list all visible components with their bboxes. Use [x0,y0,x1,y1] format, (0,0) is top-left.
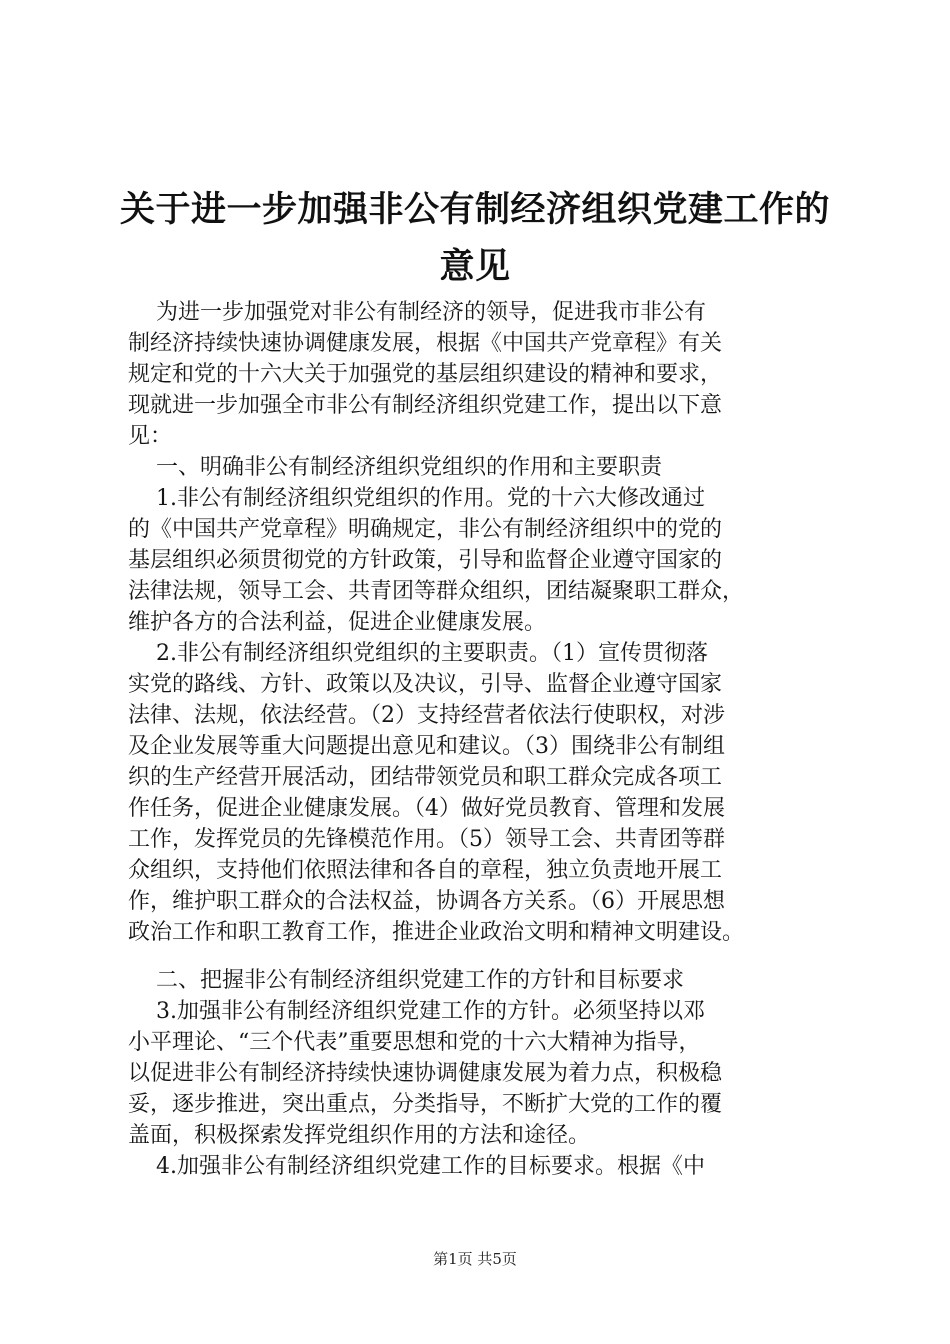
body-line: 及企业发展等重大问题提出意见和建议。（3）围绕非公有制组 [128,734,725,759]
body-line: 见： [128,424,173,449]
body-line: 的《中国共产党章程》明确规定，非公有制经济组织中的党的 [128,517,723,542]
page-footer: 第1页 共5页 [433,1250,517,1268]
body-line: 制经济持续快速协调健康发展，根据《中国共产党章程》有关 [128,331,723,356]
body-line: 小平理论、“三个代表”重要思想和党的十六大精神为指导， [128,1030,701,1055]
body-line: 现就进一步加强全市非公有制经济组织党建工作，提出以下意 [128,393,723,418]
body-line: 众组织，支持他们依照法律和各自的章程，独立负责地开展工 [128,858,723,883]
body-line: 盖面，积极探索发挥党组织作用的方法和途径。 [128,1123,591,1148]
body-line: 工作，发挥党员的先锋模范作用。（5）领导工会、共青团等群 [128,827,725,852]
body-line: 妥，逐步推进，突出重点，分类指导，不断扩大党的工作的覆 [128,1092,723,1117]
body-line: 法律法规，领导工会、共青团等群众组织，团结凝聚职工群众， [128,579,745,604]
body-line: 实党的路线、方针、政策以及决议，引导、监督企业遵守国家 [128,672,723,697]
body-line: 以促进非公有制经济持续快速协调健康发展为着力点，积极稳 [128,1061,723,1086]
body-line: 维护各方的合法利益，促进企业健康发展。 [128,610,547,635]
body-line: 作，维护职工群众的合法权益，协调各方关系。（6）开展思想 [128,889,725,914]
document-title-line-2: 意见 [439,247,511,287]
body-line: 2.非公有制经济组织党组织的主要职责。（1）宣传贯彻落 [128,641,708,666]
body-line: 1.非公有制经济组织党组织的作用。党的十六大修改通过 [128,486,705,511]
body-line: 二、把握非公有制经济组织党建工作的方针和目标要求 [128,968,684,993]
body-line: 政治工作和职工教育工作，推进企业政治文明和精神文明建设。 [128,920,745,945]
body-line: 为进一步加强党对非公有制经济的领导，促进我市非公有 [128,300,706,325]
body-line: 3.加强非公有制经济组织党建工作的方针。必须坚持以邓 [128,999,705,1024]
document-title-line-1: 关于进一步加强非公有制经济组织党建工作的 [119,190,830,230]
body-line: 规定和党的十六大关于加强党的基层组织建设的精神和要求， [128,362,723,387]
body-line: 法律、法规，依法经营。（2）支持经营者依法行使职权，对涉 [128,703,725,728]
body-line: 织的生产经营开展活动，团结带领党员和职工群众完成各项工 [128,765,723,790]
body-line: 4.加强非公有制经济组织党建工作的目标要求。根据《中 [128,1154,705,1179]
body-line: 作任务，促进企业健康发展。（4）做好党员教育、管理和发展 [128,796,725,821]
body-line: 一、明确非公有制经济组织党组织的作用和主要职责 [128,455,662,480]
body-line: 基层组织必须贯彻党的方针政策，引导和监督企业遵守国家的 [128,548,723,573]
